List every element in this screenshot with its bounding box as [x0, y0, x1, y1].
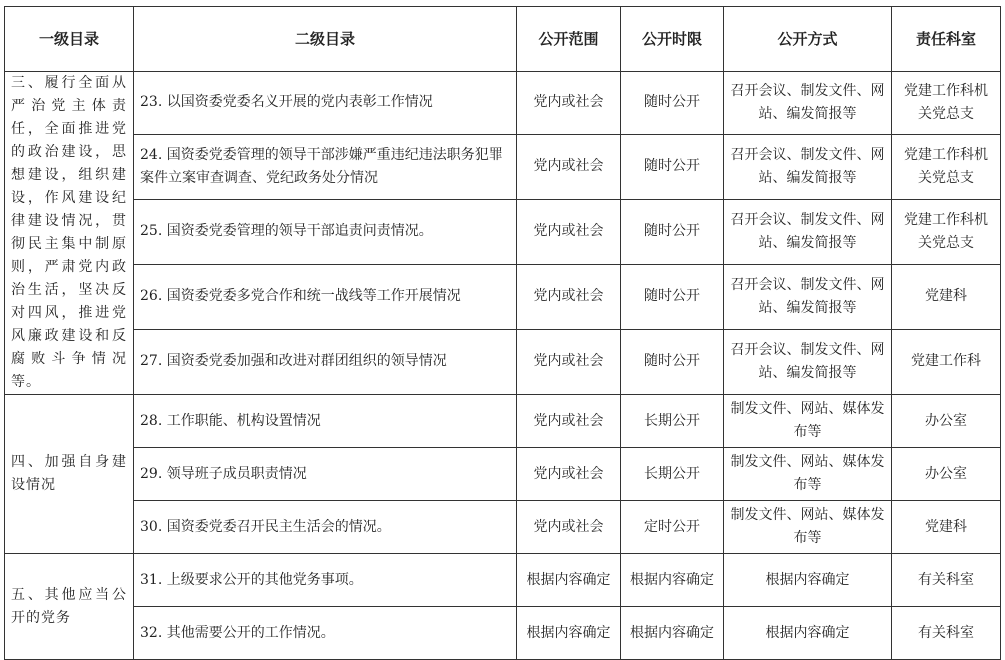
header-row	[5, 7, 1001, 72]
method-cell: 召开会议、制发文件、网站、编发简报等	[724, 72, 892, 135]
table-row	[5, 134, 1001, 199]
level1-cell: 五、其他应当公开的党务	[5, 554, 134, 660]
header-method: 公开方式	[724, 7, 892, 72]
item-cell: 31. 上级要求公开的其他党务事项。	[134, 554, 517, 607]
method-cell: 根据内容确定	[724, 554, 892, 607]
table-row	[5, 395, 1001, 448]
time-cell: 随时公开	[621, 264, 724, 329]
item-cell: 30. 国资委党委召开民主生活会的情况。	[134, 501, 517, 554]
item-cell: 26. 国资委党委多党合作和统一战线等工作开展情况	[134, 264, 517, 329]
scope-cell: 党内或社会	[517, 72, 621, 135]
method-cell: 召开会议、制发文件、网站、编发简报等	[724, 264, 892, 329]
item-cell: 24. 国资委党委管理的领导干部涉嫌严重违纪违法职务犯罪案件立案审查调查、党纪政务处分情况	[134, 134, 517, 199]
time-cell: 随时公开	[621, 329, 724, 394]
method-cell: 制发文件、网站、媒体发布等	[724, 501, 892, 554]
party-affairs-disclosure-table	[4, 6, 1001, 660]
table-row	[5, 607, 1001, 660]
dept-cell: 党建科	[892, 264, 1001, 329]
time-cell: 随时公开	[621, 199, 724, 264]
dept-cell: 党建科	[892, 501, 1001, 554]
item-cell: 23. 以国资委党委名义开展的党内表彰工作情况	[134, 72, 517, 135]
table-row	[5, 554, 1001, 607]
dept-cell: 党建工作科机关党总支	[892, 134, 1001, 199]
time-cell: 定时公开	[621, 501, 724, 554]
item-cell: 27. 国资委党委加强和改进对群团组织的领导情况	[134, 329, 517, 394]
header-time-limit: 公开时限	[621, 7, 724, 72]
item-cell: 25. 国资委党委管理的领导干部追责问责情况。	[134, 199, 517, 264]
time-cell: 长期公开	[621, 395, 724, 448]
table-row	[5, 264, 1001, 329]
level1-cell: 三、履行全面从严治党主体责任，全面推进党的政治建设，思想建设，组织建设，作风建设纪律建设情况，贯彻民主集中制原则，严肃党内政治生活，坚决反对四风，推进党风廉政建设和反腐败斗争情况等。	[5, 72, 134, 395]
method-cell: 制发文件、网站、媒体发布等	[724, 448, 892, 501]
item-cell: 28. 工作职能、机构设置情况	[134, 395, 517, 448]
scope-cell: 根据内容确定	[517, 554, 621, 607]
scope-cell: 党内或社会	[517, 395, 621, 448]
table-row	[5, 448, 1001, 501]
time-cell: 长期公开	[621, 448, 724, 501]
header-department: 责任科室	[892, 7, 1001, 72]
header-level2: 二级目录	[134, 7, 517, 72]
scope-cell: 根据内容确定	[517, 607, 621, 660]
header-level1: 一级目录	[5, 7, 134, 72]
method-cell: 召开会议、制发文件、网站、编发简报等	[724, 329, 892, 394]
table-row	[5, 199, 1001, 264]
time-cell: 随时公开	[621, 134, 724, 199]
item-cell: 32. 其他需要公开的工作情况。	[134, 607, 517, 660]
time-cell: 随时公开	[621, 72, 724, 135]
dept-cell: 党建工作科机关党总支	[892, 72, 1001, 135]
scope-cell: 党内或社会	[517, 501, 621, 554]
dept-cell: 办公室	[892, 448, 1001, 501]
level1-cell: 四、加强自身建设情况	[5, 395, 134, 554]
table-row	[5, 72, 1001, 135]
scope-cell: 党内或社会	[517, 329, 621, 394]
scope-cell: 党内或社会	[517, 199, 621, 264]
dept-cell: 有关科室	[892, 607, 1001, 660]
table-row	[5, 329, 1001, 394]
table-row	[5, 501, 1001, 554]
method-cell: 根据内容确定	[724, 607, 892, 660]
method-cell: 召开会议、制发文件、网站、编发简报等	[724, 134, 892, 199]
method-cell: 制发文件、网站、媒体发布等	[724, 395, 892, 448]
scope-cell: 党内或社会	[517, 134, 621, 199]
time-cell: 根据内容确定	[621, 607, 724, 660]
header-scope: 公开范围	[517, 7, 621, 72]
dept-cell: 党建工作科	[892, 329, 1001, 394]
method-cell: 召开会议、制发文件、网站、编发简报等	[724, 199, 892, 264]
scope-cell: 党内或社会	[517, 448, 621, 501]
dept-cell: 党建工作科机关党总支	[892, 199, 1001, 264]
time-cell: 根据内容确定	[621, 554, 724, 607]
scope-cell: 党内或社会	[517, 264, 621, 329]
dept-cell: 办公室	[892, 395, 1001, 448]
dept-cell: 有关科室	[892, 554, 1001, 607]
item-cell: 29. 领导班子成员职责情况	[134, 448, 517, 501]
